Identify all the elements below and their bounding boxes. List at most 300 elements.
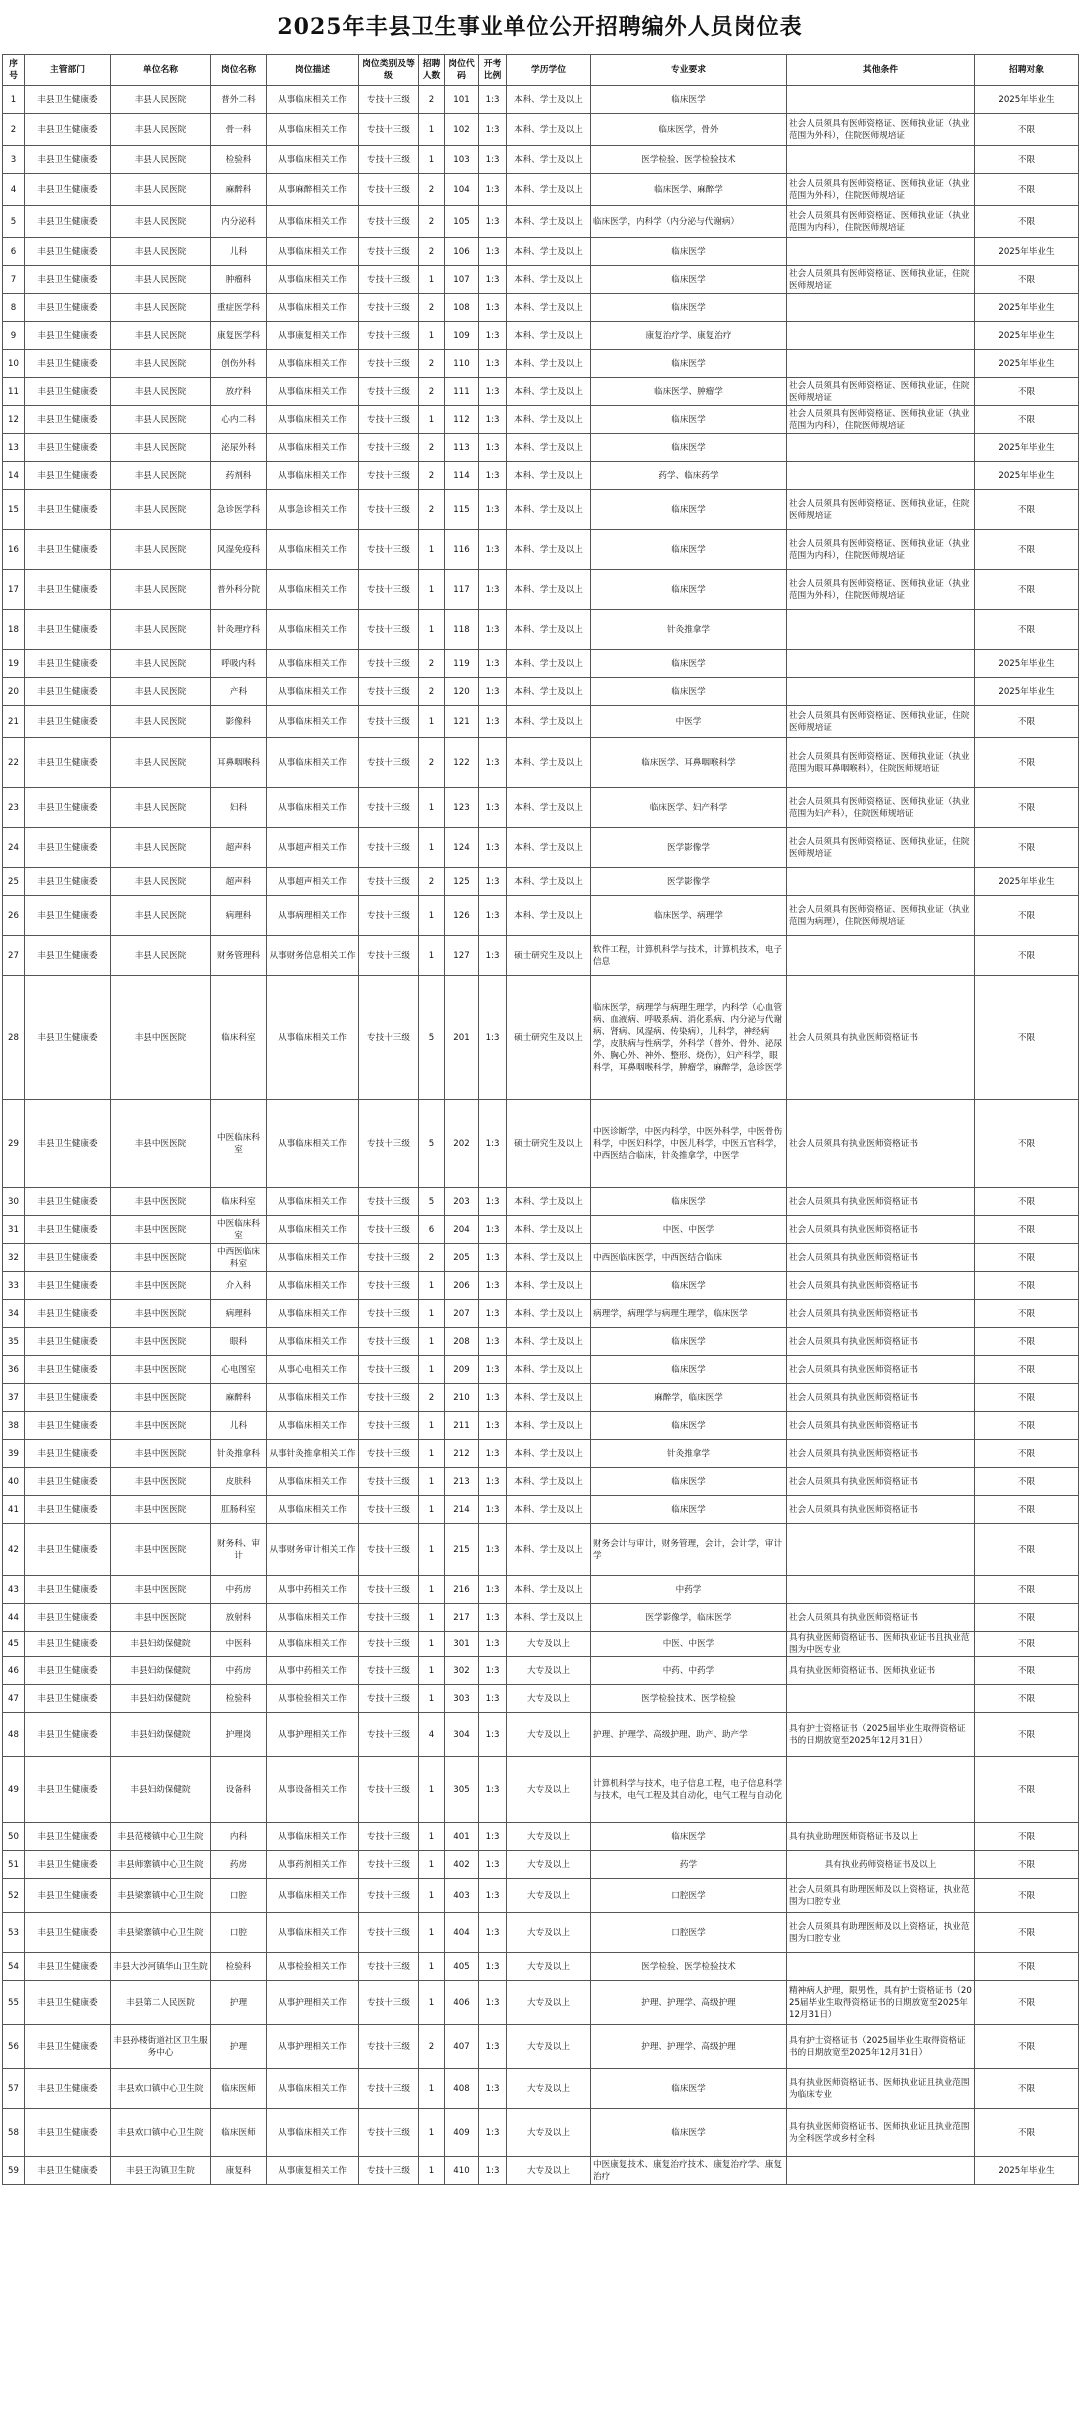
table-cell: 从事临床相关工作 xyxy=(267,1412,359,1440)
table-row xyxy=(3,174,1079,206)
table-cell: 从事财务审计相关工作 xyxy=(267,1524,359,1576)
table-cell: 110 xyxy=(445,350,479,378)
table-cell: 1:3 xyxy=(479,406,507,434)
table-cell: 大专及以上 xyxy=(507,1953,591,1981)
table-cell: 临床医学，内科学（内分泌与代谢病） xyxy=(591,206,787,238)
table-cell: 1:3 xyxy=(479,1100,507,1188)
table-cell: 专技十三级 xyxy=(359,1356,419,1384)
table-cell: 大专及以上 xyxy=(507,1981,591,2025)
table-cell: 社会人员须具有医师资格证、医师执业证，住院医师规培证 xyxy=(787,378,975,406)
table-cell: 放射科 xyxy=(211,1604,267,1632)
table-cell: 1:3 xyxy=(479,1981,507,2025)
table-cell: 不限 xyxy=(975,1913,1079,1953)
table-cell: 1:3 xyxy=(479,1440,507,1468)
table-cell: 本科、学士及以上 xyxy=(507,86,591,114)
table-cell: 从事临床相关工作 xyxy=(267,378,359,406)
table-cell: 1 xyxy=(419,530,445,570)
table-cell: 2025年毕业生 xyxy=(975,238,1079,266)
table-row xyxy=(3,1384,1079,1412)
column-header: 单位名称 xyxy=(111,55,211,86)
table-cell: 不限 xyxy=(975,1244,1079,1272)
table-cell: 丰县卫生健康委 xyxy=(25,788,111,828)
table-cell xyxy=(787,350,975,378)
table-cell: 普外二科 xyxy=(211,86,267,114)
table-cell: 1 xyxy=(419,1657,445,1685)
table-cell: 2 xyxy=(419,650,445,678)
table-cell: 1:3 xyxy=(479,1757,507,1823)
table-cell: 119 xyxy=(445,650,479,678)
table-row xyxy=(3,1879,1079,1913)
table-cell: 专技十三级 xyxy=(359,114,419,146)
column-header: 学历学位 xyxy=(507,55,591,86)
table-cell: 从事临床相关工作 xyxy=(267,650,359,678)
table-cell: 从事临床相关工作 xyxy=(267,2109,359,2157)
table-cell: 本科、学士及以上 xyxy=(507,1496,591,1524)
table-cell: 呼吸内科 xyxy=(211,650,267,678)
table-cell: 57 xyxy=(3,2069,25,2109)
table-cell: 不限 xyxy=(975,378,1079,406)
table-cell: 43 xyxy=(3,1576,25,1604)
table-cell: 2 xyxy=(419,490,445,530)
table-row xyxy=(3,322,1079,350)
table-row xyxy=(3,788,1079,828)
table-cell: 1:3 xyxy=(479,1879,507,1913)
table-cell: 30 xyxy=(3,1188,25,1216)
table-cell: 1:3 xyxy=(479,610,507,650)
table-cell: 口腔 xyxy=(211,1913,267,1953)
table-cell: 21 xyxy=(3,706,25,738)
table-cell: 58 xyxy=(3,2109,25,2157)
table-cell: 丰县人民医院 xyxy=(111,206,211,238)
table-cell: 2 xyxy=(419,86,445,114)
table-cell: 临床医学 xyxy=(591,238,787,266)
table-cell: 1:3 xyxy=(479,1913,507,1953)
table-row xyxy=(3,868,1079,896)
table-cell: 2 xyxy=(419,434,445,462)
table-cell: 123 xyxy=(445,788,479,828)
table-cell: 从事检验相关工作 xyxy=(267,1953,359,1981)
table-cell: 本科、学士及以上 xyxy=(507,114,591,146)
table-cell: 36 xyxy=(3,1356,25,1384)
table-cell: 社会人员须具有医师资格证、医师执业证（执业范围为内科），住院医师规培证 xyxy=(787,406,975,434)
table-cell: 临床医学，骨外 xyxy=(591,114,787,146)
table-row xyxy=(3,1524,1079,1576)
table-cell: 临床医学 xyxy=(591,294,787,322)
table-cell: 从事临床相关工作 xyxy=(267,976,359,1100)
table-cell: 专技十三级 xyxy=(359,1657,419,1685)
table-cell: 专技十三级 xyxy=(359,2157,419,2185)
table-cell: 丰县人民医院 xyxy=(111,896,211,936)
table-cell: 大专及以上 xyxy=(507,1851,591,1879)
table-cell: 108 xyxy=(445,294,479,322)
table-cell: 从事临床相关工作 xyxy=(267,86,359,114)
table-cell: 2 xyxy=(419,2025,445,2069)
table-cell: 37 xyxy=(3,1384,25,1412)
table-cell: 中西医临床医学，中西医结合临床 xyxy=(591,1244,787,1272)
table-row xyxy=(3,1576,1079,1604)
table-cell: 不限 xyxy=(975,1496,1079,1524)
table-cell: 护理 xyxy=(211,1981,267,2025)
table-cell: 介入科 xyxy=(211,1272,267,1300)
table-cell: 专技十三级 xyxy=(359,1632,419,1657)
table-cell: 社会人员须具有医师资格证、医师执业证，住院医师规培证 xyxy=(787,490,975,530)
table-cell: 本科、学士及以上 xyxy=(507,828,591,868)
table-cell: 18 xyxy=(3,610,25,650)
table-row xyxy=(3,490,1079,530)
table-cell: 检验科 xyxy=(211,1685,267,1713)
table-cell: 1:3 xyxy=(479,206,507,238)
table-cell: 从事病理相关工作 xyxy=(267,896,359,936)
table-cell: 不限 xyxy=(975,570,1079,610)
table-cell: 112 xyxy=(445,406,479,434)
table-cell: 不限 xyxy=(975,1440,1079,1468)
table-cell: 丰县卫生健康委 xyxy=(25,322,111,350)
table-cell: 专技十三级 xyxy=(359,1851,419,1879)
table-cell: 1:3 xyxy=(479,1851,507,1879)
table-cell: 4 xyxy=(3,174,25,206)
table-cell: 22 xyxy=(3,738,25,788)
table-row xyxy=(3,1632,1079,1657)
table-cell: 45 xyxy=(3,1632,25,1657)
table-cell: 丰县欢口镇中心卫生院 xyxy=(111,2109,211,2157)
table-cell: 丰县卫生健康委 xyxy=(25,206,111,238)
table-cell: 临床医学 xyxy=(591,1468,787,1496)
table-cell: 丰县梁寨镇中心卫生院 xyxy=(111,1879,211,1913)
table-cell: 本科、学士及以上 xyxy=(507,1384,591,1412)
table-cell: 从事设备相关工作 xyxy=(267,1757,359,1823)
table-cell: 1 xyxy=(419,1576,445,1604)
table-cell: 丰县卫生健康委 xyxy=(25,1468,111,1496)
table-cell: 丰县人民医院 xyxy=(111,490,211,530)
table-cell: 社会人员须具有执业医师资格证书 xyxy=(787,1272,975,1300)
table-cell: 9 xyxy=(3,322,25,350)
table-cell: 社会人员须具有医师资格证、医师执业证（执业范围为外科），住院医师规培证 xyxy=(787,174,975,206)
table-cell: 本科、学士及以上 xyxy=(507,1188,591,1216)
table-cell: 从事临床相关工作 xyxy=(267,350,359,378)
table-cell: 不限 xyxy=(975,828,1079,868)
table-cell: 2025年毕业生 xyxy=(975,86,1079,114)
column-header: 岗位类别及等级 xyxy=(359,55,419,86)
table-cell: 丰县卫生健康委 xyxy=(25,896,111,936)
table-cell: 304 xyxy=(445,1713,479,1757)
table-cell: 眼科 xyxy=(211,1328,267,1356)
table-cell: 专技十三级 xyxy=(359,828,419,868)
table-cell: 29 xyxy=(3,1100,25,1188)
table-cell: 从事临床相关工作 xyxy=(267,1823,359,1851)
table-cell: 不限 xyxy=(975,530,1079,570)
table-cell: 丰县中医医院 xyxy=(111,1328,211,1356)
table-cell: 本科、学士及以上 xyxy=(507,1524,591,1576)
table-cell: 丰县卫生健康委 xyxy=(25,1328,111,1356)
table-cell: 中西医临床科室 xyxy=(211,1244,267,1272)
table-cell: 本科、学士及以上 xyxy=(507,738,591,788)
table-cell: 社会人员须具有执业医师资格证书 xyxy=(787,1356,975,1384)
table-cell: 专技十三级 xyxy=(359,976,419,1100)
table-cell: 不限 xyxy=(975,2069,1079,2109)
table-cell: 大专及以上 xyxy=(507,2069,591,2109)
table-cell: 超声科 xyxy=(211,868,267,896)
table-cell: 从事临床相关工作 xyxy=(267,610,359,650)
table-cell: 专技十三级 xyxy=(359,1272,419,1300)
table-cell: 1 xyxy=(419,1981,445,2025)
table-cell: 302 xyxy=(445,1657,479,1685)
table-cell: 2025年毕业生 xyxy=(975,434,1079,462)
table-cell: 本科、学士及以上 xyxy=(507,788,591,828)
table-cell: 14 xyxy=(3,462,25,490)
table-cell: 不限 xyxy=(975,1384,1079,1412)
table-cell: 从事临床相关工作 xyxy=(267,1244,359,1272)
table-cell: 丰县人民医院 xyxy=(111,86,211,114)
table-body xyxy=(3,86,1079,2185)
table-cell: 丰县妇幼保健院 xyxy=(111,1657,211,1685)
table-cell: 社会人员须具有执业医师资格证书 xyxy=(787,1412,975,1440)
table-cell: 1 xyxy=(419,896,445,936)
table-cell: 从事临床相关工作 xyxy=(267,1913,359,1953)
table-cell: 19 xyxy=(3,650,25,678)
table-cell: 临床医学 xyxy=(591,1412,787,1440)
table-cell xyxy=(787,294,975,322)
table-cell: 1:3 xyxy=(479,490,507,530)
table-cell: 丰县卫生健康委 xyxy=(25,266,111,294)
table-row xyxy=(3,462,1079,490)
table-cell: 麻醉科 xyxy=(211,1384,267,1412)
table-cell: 心电图室 xyxy=(211,1356,267,1384)
table-cell: 2025年毕业生 xyxy=(975,294,1079,322)
table-cell: 53 xyxy=(3,1913,25,1953)
table-cell: 本科、学士及以上 xyxy=(507,1216,591,1244)
table-cell: 临床医学 xyxy=(591,86,787,114)
table-cell: 丰县人民医院 xyxy=(111,462,211,490)
table-cell: 本科、学士及以上 xyxy=(507,462,591,490)
table-cell: 205 xyxy=(445,1244,479,1272)
table-cell: 检验科 xyxy=(211,1953,267,1981)
table-cell: 丰县卫生健康委 xyxy=(25,462,111,490)
table-cell: 210 xyxy=(445,1384,479,1412)
table-cell: 2 xyxy=(419,738,445,788)
table-cell: 专技十三级 xyxy=(359,1440,419,1468)
table-cell: 5 xyxy=(419,1188,445,1216)
table-cell: 2 xyxy=(3,114,25,146)
table-cell: 风湿免疫科 xyxy=(211,530,267,570)
table-cell: 专技十三级 xyxy=(359,1713,419,1757)
table-cell: 55 xyxy=(3,1981,25,2025)
table-cell: 1:3 xyxy=(479,434,507,462)
table-cell: 1:3 xyxy=(479,1685,507,1713)
table-cell: 临床医学 xyxy=(591,406,787,434)
table-cell: 丰县人民医院 xyxy=(111,678,211,706)
table-cell: 骨一科 xyxy=(211,114,267,146)
table-cell: 社会人员须具有执业医师资格证书 xyxy=(787,1300,975,1328)
table-cell: 不限 xyxy=(975,976,1079,1100)
table-cell: 1 xyxy=(419,1468,445,1496)
table-cell: 专技十三级 xyxy=(359,2069,419,2109)
table-cell: 不限 xyxy=(975,174,1079,206)
table-cell: 丰县卫生健康委 xyxy=(25,1440,111,1468)
table-cell: 1 xyxy=(419,2069,445,2109)
table-cell: 丰县中医医院 xyxy=(111,1468,211,1496)
table-cell: 33 xyxy=(3,1272,25,1300)
table-cell: 丰县卫生健康委 xyxy=(25,378,111,406)
table-cell: 51 xyxy=(3,1851,25,1879)
table-cell: 1:3 xyxy=(479,2025,507,2069)
table-cell: 泌尿外科 xyxy=(211,434,267,462)
table-cell: 104 xyxy=(445,174,479,206)
column-header: 其他条件 xyxy=(787,55,975,86)
table-cell: 不限 xyxy=(975,1272,1079,1300)
table-cell: 专技十三级 xyxy=(359,434,419,462)
table-cell: 408 xyxy=(445,2069,479,2109)
table-cell: 从事临床相关工作 xyxy=(267,738,359,788)
table-cell: 丰县卫生健康委 xyxy=(25,2157,111,2185)
table-cell: 专技十三级 xyxy=(359,1384,419,1412)
table-cell: 124 xyxy=(445,828,479,868)
table-cell: 10 xyxy=(3,350,25,378)
table-cell: 针灸推拿科 xyxy=(211,1440,267,1468)
table-cell: 32 xyxy=(3,1244,25,1272)
table-cell: 丰县孙楼街道社区卫生服务中心 xyxy=(111,2025,211,2069)
table-row xyxy=(3,738,1079,788)
table-cell: 125 xyxy=(445,868,479,896)
table-cell: 从事护理相关工作 xyxy=(267,2025,359,2069)
table-cell: 社会人员须具有助理医师及以上资格证，执业范围为口腔专业 xyxy=(787,1879,975,1913)
table-cell: 丰县卫生健康委 xyxy=(25,1216,111,1244)
table-cell: 中医、中医学 xyxy=(591,1632,787,1657)
table-cell: 专技十三级 xyxy=(359,1524,419,1576)
table-cell: 社会人员须具有医师资格证、医师执业证（执业范围为外科），住院医师规培证 xyxy=(787,114,975,146)
table-cell: 产科 xyxy=(211,678,267,706)
table-cell: 专技十三级 xyxy=(359,1496,419,1524)
table-cell: 专技十三级 xyxy=(359,1100,419,1188)
table-cell: 丰县人民医院 xyxy=(111,650,211,678)
table-cell: 麻醉学，临床医学 xyxy=(591,1384,787,1412)
table-cell: 丰县人民医院 xyxy=(111,114,211,146)
table-row xyxy=(3,1757,1079,1823)
table-cell: 从事临床相关工作 xyxy=(267,406,359,434)
table-cell: 15 xyxy=(3,490,25,530)
table-cell: 407 xyxy=(445,2025,479,2069)
table-row xyxy=(3,206,1079,238)
table-cell: 中医康复技术、康复治疗技术、康复治疗学、康复治疗 xyxy=(591,2157,787,2185)
table-cell: 丰县人民医院 xyxy=(111,788,211,828)
table-cell: 中医科 xyxy=(211,1632,267,1657)
table-cell: 丰县卫生健康委 xyxy=(25,1496,111,1524)
table-cell: 从事康复相关工作 xyxy=(267,322,359,350)
table-cell: 社会人员须具有执业医师资格证书 xyxy=(787,1100,975,1188)
table-cell: 1:3 xyxy=(479,1632,507,1657)
table-cell: 超声科 xyxy=(211,828,267,868)
table-cell: 专技十三级 xyxy=(359,650,419,678)
table-cell: 专技十三级 xyxy=(359,350,419,378)
table-cell: 针灸推拿学 xyxy=(591,1440,787,1468)
table-cell: 专技十三级 xyxy=(359,1981,419,2025)
table-cell: 6 xyxy=(419,1216,445,1244)
table-cell: 1 xyxy=(419,610,445,650)
table-row xyxy=(3,828,1079,868)
table-cell: 丰县王沟镇卫生院 xyxy=(111,2157,211,2185)
table-cell: 麻醉科 xyxy=(211,174,267,206)
table-cell: 1:3 xyxy=(479,1524,507,1576)
table-cell: 护理岗 xyxy=(211,1713,267,1757)
table-cell: 社会人员须具有执业医师资格证书 xyxy=(787,1440,975,1468)
table-row xyxy=(3,406,1079,434)
table-cell: 从事针灸推拿相关工作 xyxy=(267,1440,359,1468)
table-cell: 丰县卫生健康委 xyxy=(25,1272,111,1300)
table-cell: 丰县中医医院 xyxy=(111,1576,211,1604)
table-cell: 不限 xyxy=(975,706,1079,738)
table-cell: 从事临床相关工作 xyxy=(267,1100,359,1188)
table-cell: 专技十三级 xyxy=(359,530,419,570)
table-row xyxy=(3,1604,1079,1632)
table-cell: 专技十三级 xyxy=(359,1604,419,1632)
table-cell: 丰县人民医院 xyxy=(111,266,211,294)
table-cell: 专技十三级 xyxy=(359,206,419,238)
table-cell: 丰县卫生健康委 xyxy=(25,1384,111,1412)
table-cell: 202 xyxy=(445,1100,479,1188)
table-cell: 26 xyxy=(3,896,25,936)
table-cell: 406 xyxy=(445,1981,479,2025)
table-cell: 5 xyxy=(419,976,445,1100)
table-row xyxy=(3,350,1079,378)
table-cell: 本科、学士及以上 xyxy=(507,490,591,530)
table-cell: 118 xyxy=(445,610,479,650)
table-cell: 111 xyxy=(445,378,479,406)
table-row xyxy=(3,1685,1079,1713)
table-cell: 1:3 xyxy=(479,266,507,294)
table-cell: 硕士研究生及以上 xyxy=(507,1100,591,1188)
table-cell: 重症医学科 xyxy=(211,294,267,322)
table-cell: 丰县卫生健康委 xyxy=(25,350,111,378)
table-cell: 丰县卫生健康委 xyxy=(25,294,111,322)
table-cell: 妇科 xyxy=(211,788,267,828)
table-cell: 专技十三级 xyxy=(359,2025,419,2069)
table-cell: 3 xyxy=(3,146,25,174)
table-cell: 不限 xyxy=(975,1953,1079,1981)
table-cell: 20 xyxy=(3,678,25,706)
table-cell: 专技十三级 xyxy=(359,1328,419,1356)
table-cell: 不限 xyxy=(975,1981,1079,2025)
table-cell: 405 xyxy=(445,1953,479,1981)
table-cell: 检验科 xyxy=(211,146,267,174)
table-cell: 丰县人民医院 xyxy=(111,238,211,266)
table-cell: 301 xyxy=(445,1632,479,1657)
table-cell: 专技十三级 xyxy=(359,1468,419,1496)
table-cell xyxy=(787,936,975,976)
table-cell: 本科、学士及以上 xyxy=(507,610,591,650)
table-cell: 从事临床相关工作 xyxy=(267,462,359,490)
table-cell: 大专及以上 xyxy=(507,2109,591,2157)
table-cell: 1:3 xyxy=(479,1328,507,1356)
table-cell: 1:3 xyxy=(479,976,507,1100)
table-cell: 专技十三级 xyxy=(359,322,419,350)
table-cell: 1:3 xyxy=(479,678,507,706)
table-cell: 从事临床相关工作 xyxy=(267,434,359,462)
table-cell: 1 xyxy=(419,1604,445,1632)
table-cell: 不限 xyxy=(975,1328,1079,1356)
table-cell: 临床医学 xyxy=(591,2069,787,2109)
table-cell: 创伤外科 xyxy=(211,350,267,378)
table-cell: 护理、护理学、高级护理 xyxy=(591,2025,787,2069)
table-cell: 专技十三级 xyxy=(359,1576,419,1604)
table-cell: 丰县卫生健康委 xyxy=(25,1412,111,1440)
table-cell: 1:3 xyxy=(479,1823,507,1851)
table-cell: 127 xyxy=(445,936,479,976)
table-cell: 1 xyxy=(419,828,445,868)
table-row xyxy=(3,2109,1079,2157)
table-cell: 1 xyxy=(419,1632,445,1657)
table-cell: 38 xyxy=(3,1412,25,1440)
table-cell: 社会人员须具有医师资格证、医师执业证（执业范围为妇产科），住院医师规培证 xyxy=(787,788,975,828)
table-cell: 41 xyxy=(3,1496,25,1524)
